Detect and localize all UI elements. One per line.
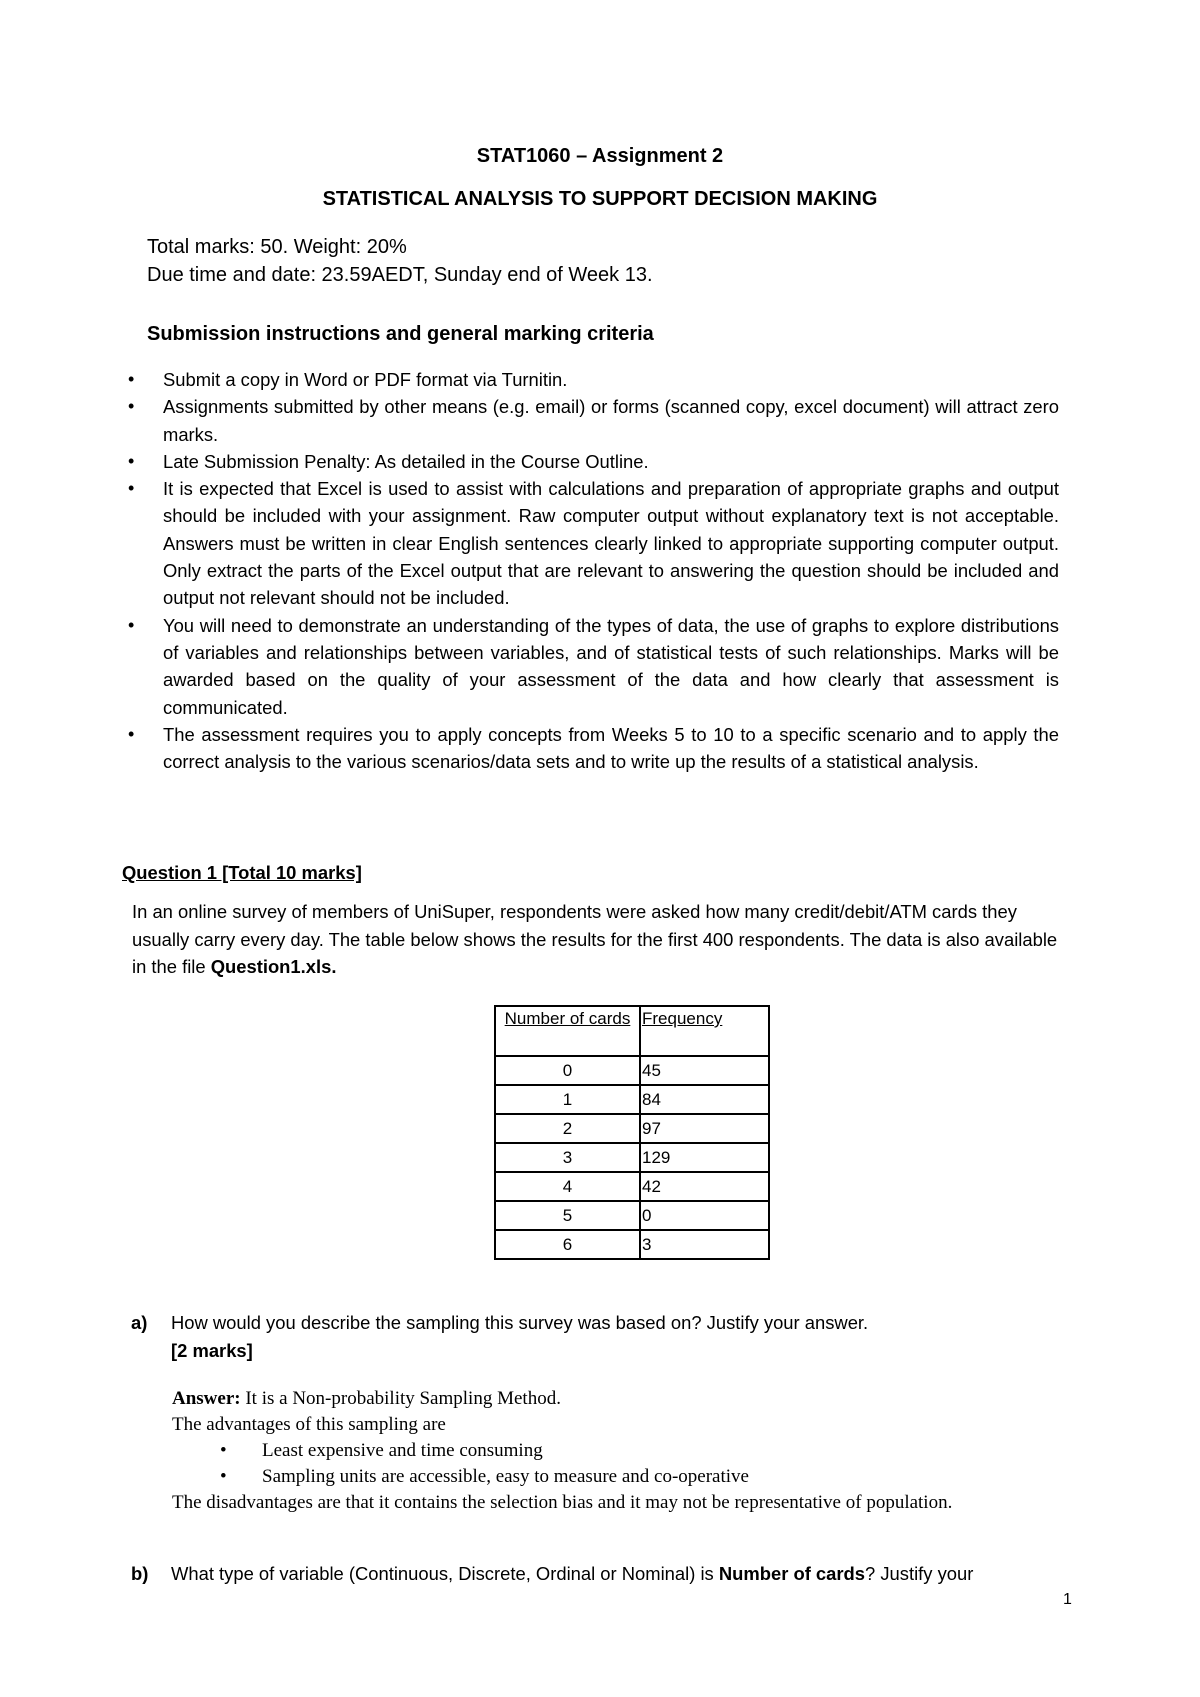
bullet-icon: • bbox=[128, 614, 135, 635]
cell-cards: 6 bbox=[495, 1230, 640, 1259]
part-b-label: b) bbox=[131, 1563, 149, 1584]
intro-filename: Question1.xls bbox=[210, 956, 332, 977]
bullet-icon: • bbox=[128, 723, 135, 744]
table-header-row bbox=[495, 1006, 769, 1056]
bullet-item bbox=[0, 475, 1059, 611]
table-row bbox=[495, 1114, 769, 1143]
cell-frequency: 97 bbox=[640, 1114, 769, 1143]
due-date: Due time and date: 23.59AEDT, Sunday end of Week 13. bbox=[147, 264, 653, 286]
part-b-text-post: ? Justify your bbox=[865, 1563, 974, 1584]
answer-line-2: The advantages of this sampling are bbox=[172, 1414, 446, 1435]
answer-bullet-text: Sampling units are accessible, easy to measure and co-operative bbox=[262, 1466, 749, 1487]
header-number-of-cards: Number of cards bbox=[495, 1006, 640, 1056]
bullet-icon: • bbox=[128, 450, 135, 471]
page-number: 1 bbox=[1063, 1591, 1072, 1608]
answer-line-1 bbox=[172, 1386, 1032, 1412]
cell-frequency: 0 bbox=[640, 1201, 769, 1230]
submission-heading: Submission instructions and general marking criteria bbox=[147, 323, 654, 345]
question1-heading: Question 1 [Total 10 marks] bbox=[122, 862, 362, 883]
answer-bullet bbox=[172, 1464, 1032, 1490]
table-row bbox=[495, 1230, 769, 1259]
cell-frequency: 129 bbox=[640, 1143, 769, 1172]
bullet-item bbox=[0, 393, 1059, 448]
cell-cards: 1 bbox=[495, 1085, 640, 1114]
bullet-item bbox=[0, 612, 1059, 721]
cell-frequency: 42 bbox=[640, 1172, 769, 1201]
cell-frequency: 84 bbox=[640, 1085, 769, 1114]
cell-frequency: 45 bbox=[640, 1056, 769, 1085]
bullet-icon: • bbox=[128, 478, 135, 499]
intro-text: In an online survey of members of UniSuper, respondents were asked how many credit/debit/ATM cards they usually carry every day. The table below shows the results for the first 400 respondents. The data is also available in the file bbox=[132, 901, 1058, 977]
answer-bullet bbox=[172, 1438, 1032, 1464]
table-row bbox=[495, 1172, 769, 1201]
cell-cards: 3 bbox=[495, 1143, 640, 1172]
part-b-text bbox=[171, 1560, 1091, 1588]
part-b-text-pre: What type of variable (Continuous, Discrete, Ordinal or Nominal) is bbox=[171, 1563, 719, 1584]
submission-bullet-list bbox=[0, 366, 1200, 775]
bullet-item bbox=[0, 448, 1059, 475]
question1-intro bbox=[132, 898, 1072, 981]
cell-cards: 0 bbox=[495, 1056, 640, 1085]
bullet-item bbox=[0, 366, 1059, 393]
bullet-icon: • bbox=[128, 396, 135, 417]
bullet-text: The assessment requires you to apply concepts from Weeks 5 to 10 to a specific scenario and to apply the correct analysis to the various scenarios/data sets and to write up the results of a statistical analysis. bbox=[163, 723, 1059, 773]
answer-bullet-text: Least expensive and time consuming bbox=[262, 1440, 543, 1461]
bullet-icon: • bbox=[220, 1440, 227, 1461]
document-subtitle: STATISTICAL ANALYSIS TO SUPPORT DECISION MAKING bbox=[322, 188, 878, 210]
cell-cards: 4 bbox=[495, 1172, 640, 1201]
part-a-label: a) bbox=[131, 1312, 148, 1333]
table-row bbox=[495, 1143, 769, 1172]
answer-line-3: The disadvantages are that it contains the selection bias and it may not be representative of population. bbox=[172, 1492, 953, 1513]
intro-end: . bbox=[331, 956, 337, 977]
bullet-icon: • bbox=[128, 369, 135, 389]
cell-cards: 5 bbox=[495, 1201, 640, 1230]
answer-text: It is a Non-probability Sampling Method. bbox=[240, 1388, 561, 1409]
table-row bbox=[495, 1201, 769, 1230]
answer-label: Answer: bbox=[172, 1388, 241, 1409]
frequency-table bbox=[494, 1005, 770, 1260]
bullet-icon: • bbox=[220, 1466, 227, 1487]
document-title: STAT1060 – Assignment 2 bbox=[476, 145, 724, 167]
table-row bbox=[495, 1085, 769, 1114]
part-a-text-block bbox=[171, 1309, 1091, 1364]
header-frequency: Frequency bbox=[640, 1006, 769, 1056]
bullet-item bbox=[0, 721, 1059, 776]
total-marks: Total marks: 50. Weight: 20% bbox=[147, 236, 407, 258]
bullet-text: Assignments submitted by other means (e.g. email) or forms (scanned copy, excel document) will attract zero marks. bbox=[163, 396, 1059, 445]
part-b-text-bold: Number of cards bbox=[718, 1563, 865, 1584]
cell-frequency: 3 bbox=[640, 1230, 769, 1259]
table-row bbox=[495, 1056, 769, 1085]
bullet-text: Late Submission Penalty: As detailed in the Course Outline. bbox=[163, 450, 649, 472]
cell-cards: 2 bbox=[495, 1114, 640, 1143]
answer-block bbox=[172, 1386, 1032, 1516]
bullet-text: You will need to demonstrate an understanding of the types of data, the use of graphs to explore distributions of variables and relationships between variables, and of statistical tests of such relationships. Marks will be awarded based on the quality of your assessment of the data and how clearly that assessment is communicated. bbox=[163, 614, 1059, 718]
part-a-marks: [2 marks] bbox=[171, 1339, 253, 1361]
bullet-text: Submit a copy in Word or PDF format via Turnitin. bbox=[163, 369, 568, 390]
bullet-text: It is expected that Excel is used to assist with calculations and preparation of appropriate graphs and output should be included with your assignment. Raw computer output without explanatory text is not acceptable. Answers must be written in clear English sentences clearly linked to appropriate supporting computer output. Only extract the parts of the Excel output that are relevant to answering the question should be included and output not relevant should not be included. bbox=[163, 478, 1059, 609]
part-a-text: How would you describe the sampling this survey was based on? Justify your answer. bbox=[171, 1312, 869, 1333]
